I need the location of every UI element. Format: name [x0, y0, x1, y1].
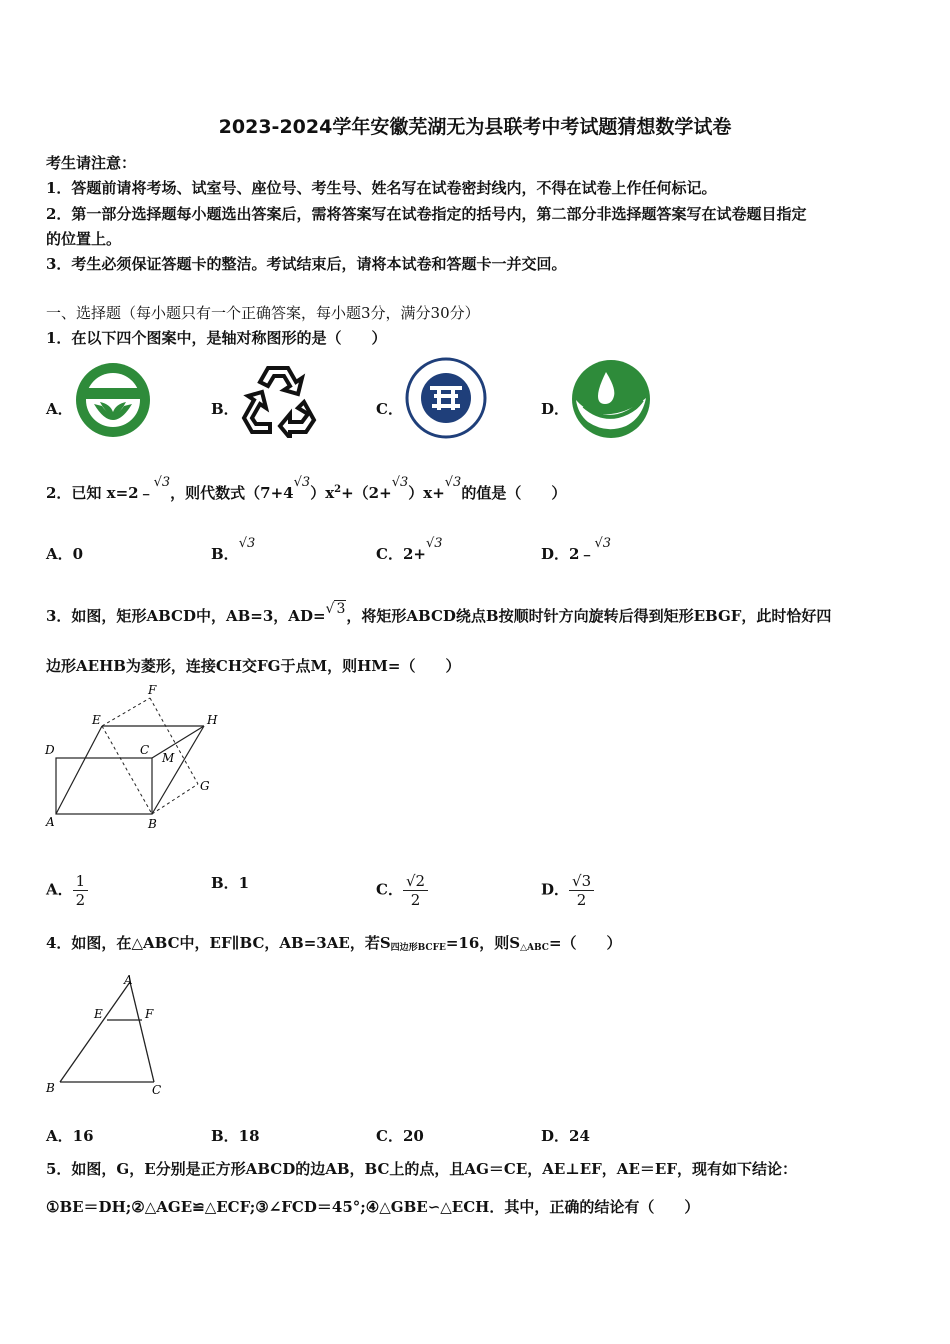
- q4-option-c: C．20: [376, 1127, 424, 1145]
- q2-sqrt3-4: √3: [444, 475, 462, 490]
- q2-option-c: [376, 536, 443, 564]
- q1-stem: 1．在以下四个图案中，是轴对称图形的是（ ）: [46, 329, 387, 347]
- q3-c-denominator: 2: [410, 891, 421, 909]
- q4-option-a: A．16: [46, 1127, 94, 1145]
- q4-subscript-1: 四边形BCFE: [390, 943, 446, 953]
- q3-option-a-label: A．: [46, 880, 73, 899]
- q3-figure: [40, 684, 230, 832]
- label-h: H: [207, 713, 218, 727]
- label-c: C: [152, 1083, 162, 1097]
- q3-stem-line2: 边形AEHB为菱形，连接CH交FG于点M，则HM=（ ）: [46, 657, 461, 675]
- q4-text-1: 4．如图，在△ABC中，EF∥BC，AB=3AE，若S: [46, 934, 391, 952]
- q2-text-4: +（2+: [341, 484, 392, 502]
- q2-text-3: ）x: [310, 484, 335, 502]
- label-a: A: [124, 973, 133, 987]
- q3-text-2: ，将矩形ABCD绕点B按顺时针方向旋转后得到矩形EBGF，此时恰好四: [346, 607, 832, 625]
- label-g: G: [200, 779, 210, 793]
- q5-stem-line2: ①BE＝DH;②△AGE≌△ECF;③∠FCD＝45°;④△GBE∽△ECH．其中，正确的结论有（ ）: [46, 1198, 700, 1216]
- label-d: D: [45, 743, 55, 757]
- q2-text-2: ，则代数式（7+4: [170, 484, 294, 502]
- q4-option-d: D．24: [541, 1127, 590, 1145]
- segment-ae: [56, 726, 102, 814]
- label-b: B: [46, 1081, 55, 1095]
- segment-ab: [60, 982, 130, 1082]
- q3-option-a-fraction: [73, 872, 89, 909]
- notice-heading: 考生请注意：: [46, 154, 137, 172]
- label-f: F: [148, 684, 157, 697]
- q2-stem: [46, 475, 567, 503]
- segment-bg: [152, 784, 198, 814]
- q4-figure: [40, 970, 170, 1100]
- green-food-logo-icon: [72, 360, 154, 440]
- segment-ch: [152, 726, 204, 758]
- q3-a-numerator: 1: [73, 872, 89, 891]
- q4-text-2: =16，则S: [445, 934, 521, 952]
- recycle-icon: [238, 362, 320, 438]
- q1-option-d: D．: [541, 400, 570, 418]
- q3-d-numerator: √3: [569, 872, 594, 891]
- q3-option-d-label: D．: [541, 880, 570, 899]
- q2-option-b: [211, 536, 256, 564]
- water-drop-logo-icon: [570, 358, 652, 440]
- q2-text-6: 的值是（ ）: [461, 484, 567, 502]
- q2-sqrt3-1: √3: [153, 475, 171, 490]
- label-m: M: [162, 751, 175, 765]
- q3-option-c-label: C．: [376, 880, 403, 899]
- label-e: E: [94, 1007, 103, 1021]
- segment-ef: [102, 698, 150, 726]
- q2-text-5: ）x+: [408, 484, 445, 502]
- q4-stem: [46, 932, 622, 953]
- label-b: B: [148, 817, 157, 831]
- label-e: E: [92, 713, 101, 727]
- q2-sqrt3-2: √3: [293, 475, 311, 490]
- q3-option-d-fraction: [569, 872, 594, 909]
- q3-c-numerator: √2: [403, 872, 428, 891]
- segment-hb: [152, 726, 204, 814]
- q1-option-b: B．: [211, 400, 239, 418]
- q2-option-c-value: √3: [425, 536, 443, 551]
- q2-option-a: A．0: [46, 545, 84, 563]
- q2-text-1: 2．已知 x=2﹣: [46, 484, 154, 502]
- q1-option-c: C．: [376, 400, 403, 418]
- q3-option-b: B．1: [211, 874, 250, 892]
- q2-exponent: 2: [334, 484, 342, 495]
- notice-item-1: 1．答题前请将考场、试室号、座位号、考生号、姓名写在试卷密封线内，不得在试卷上作任何标记。: [46, 179, 717, 197]
- q3-stem: [46, 601, 832, 626]
- q3-text-1: 3．如图，矩形ABCD中，AB=3，AD=: [46, 607, 326, 625]
- label-a: A: [46, 815, 55, 829]
- segment-eb: [102, 726, 152, 814]
- q4-text-3: =（ ）: [548, 934, 622, 952]
- section-heading: 一、选择题（每小题只有一个正确答案，每小题3分，满分30分）: [46, 304, 480, 322]
- q3-option-d: [541, 872, 594, 909]
- q2-option-b-value: √3: [238, 536, 256, 551]
- q2-sqrt3-3: √3: [391, 475, 409, 490]
- label-c: C: [140, 743, 150, 757]
- notice-item-2: 2．第一部分选择题每小题选出答案后，需将答案写在试卷指定的括号内，第二部分非选择题答案写在试卷题目指定: [46, 205, 807, 223]
- segment-fg: [150, 698, 198, 784]
- q2-option-d-value: √3: [594, 536, 612, 551]
- q3-option-c: [376, 872, 428, 909]
- q3-radicand: 3: [336, 601, 346, 617]
- q2-option-b-label: B．: [211, 545, 239, 563]
- q5-stem: 5．如图，G，E分别是正方形ABCD的边AB，BC上的点，且AG＝CE，AE⊥EF，AE＝EF，现有如下结论：: [46, 1160, 797, 1178]
- q3-d-denominator: 2: [576, 891, 587, 909]
- q2-option-d-label: D．2﹣: [541, 545, 595, 563]
- q1-option-a: A．: [46, 400, 73, 418]
- notice-item-3: 3．考生必须保证答题卡的整洁。考试结束后，请将本试卷和答题卡一并交回。: [46, 255, 567, 273]
- q4-subscript-2: △ABC: [520, 943, 549, 953]
- q4-option-b: B．18: [211, 1127, 260, 1145]
- notice-item-2-cont: 的位置上。: [46, 230, 122, 248]
- q3-a-denominator: 2: [75, 891, 86, 909]
- rail-logo-icon: [404, 356, 488, 440]
- q2-option-d: [541, 536, 612, 564]
- q3-radical: √ 3: [325, 601, 346, 617]
- q3-option-c-fraction: [403, 872, 428, 909]
- segment-ac: [130, 982, 154, 1082]
- page-title: 2023-2024学年安徽芜湖无为县联考中考试题猜想数学试卷: [218, 116, 732, 138]
- q2-option-c-label: C．2+: [376, 545, 426, 563]
- q3-option-a: [46, 872, 88, 909]
- label-f: F: [145, 1007, 154, 1021]
